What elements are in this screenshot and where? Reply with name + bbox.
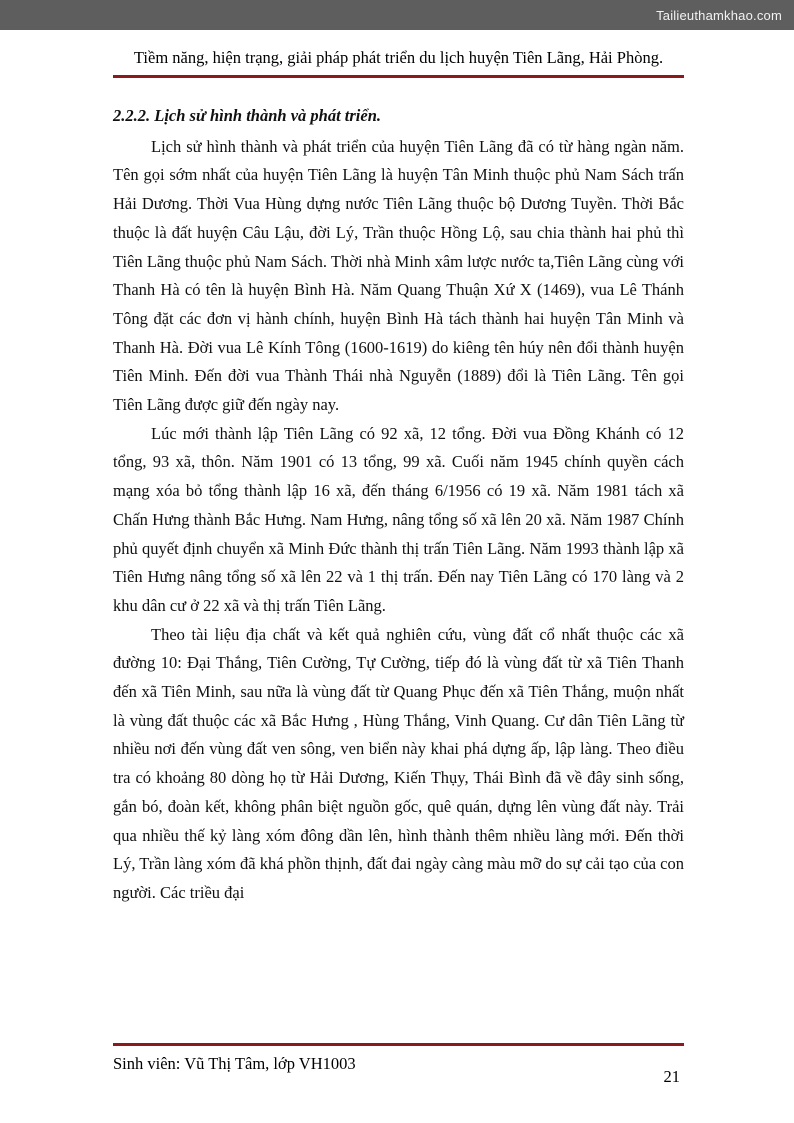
paragraph-history-origin: Lịch sử hình thành và phát triển của huyện Tiên Lãng đã có từ hàng ngàn năm. Tên gọi sớm nhất của huyện Tiên Lãng là huyện Tân Minh thuộc phủ Nam Sách trấn Hải Dương. Thời Vua Hùng dựng nước Tiên Lãng thuộc bộ Dương Tuyền. Thời Bắc thuộc là đất huyện Câu Lậu, đời Lý, Trần thuộc Hồng Lộ, sau chia thành hai phủ thì Tiên Lãng thuộc phủ Nam Sách. Thời nhà Minh xâm lược nước ta,Tiên Lãng cùng với Thanh Hà có tên là huyện Bình Hà. Năm Quang Thuận Xứ X (1469), vua Lê Thánh Tông đặt các đơn vị hành chính, huyện Bình Hà tách thành hai huyện Tân Minh và Thanh Hà. Đời vua Lê Kính Tông (1600-1619) do kiêng tên húy nên đổi thành huyện Tiên Minh. Đến đời vua Thành Thái nhà Nguyễn (1889) đổi là Tiên Lãng. Tên gọi Tiên Lãng được giữ đến ngày nay. <box>113 136 684 415</box>
page-number: 21 <box>663 1067 680 1086</box>
footer-author: Sinh viên: Vũ Thị Tâm, lớp VH1003 <box>113 1054 356 1073</box>
watermark-text: Tailieuthamkhao.com <box>656 7 782 23</box>
running-header-title: Tiềm năng, hiện trạng, giải pháp phát triển du lịch huyện Tiên Lãng, Hải Phòng. <box>133 48 664 67</box>
page-footer <box>113 1043 684 1086</box>
header-rule <box>113 75 684 78</box>
section-heading: 2.2.2. Lịch sử hình thành và phát triển. <box>113 106 381 125</box>
page-content <box>113 30 684 908</box>
paragraph-geology-settlement: Theo tài liệu địa chất và kết quả nghiên cứu, vùng đất cổ nhất thuộc các xã đường 10: Đại Thắng, Tiên Cường, Tự Cường, tiếp đó là vùng đất từ xã Tiên Thanh đến xã Tiên Minh, sau nữa là vùng đất từ Quang Phục đến xã Tiên Thắng, muộn nhất là vùng đất thuộc các xã Bắc Hưng , Hùng Thắng, Vinh Quang. Cư dân Tiên Lãng từ nhiều nơi đến vùng đất ven sông, ven biển này khai phá dựng ấp, lập làng. Theo điều tra có khoảng 80 dòng họ từ Hải Dương, Kiến Thụy, Thái Bình đã về đây sinh sống, gắn bó, đoàn kết, không phân biệt nguồn gốc, quê quán, dựng lên vùng đất này. Trải qua nhiều thế kỷ làng xóm đông dần lên, hình thành thêm nhiều làng mới. Đến thời Lý, Trần làng xóm đã khá phồn thịnh, đất đai ngày càng màu mỡ do sự cải tạo của con người. Các triều đại <box>113 624 684 902</box>
body-text <box>113 102 684 908</box>
paragraph-administrative-changes: Lúc mới thành lập Tiên Lãng có 92 xã, 12 tổng. Đời vua Đồng Khánh có 12 tổng, 93 xã, thôn. Năm 1901 có 13 tổng, 99 xã. Cuối năm 1945 chính quyền cách mạng xóa bỏ tổng thành lập 16 xã, đến tháng 6/1956 có 19 xã. Năm 1981 tách xã Chấn Hưng thành Bắc Hưng. Nam Hưng, nâng tổng số xã lên 20 xã. Năm 1987 Chính phủ quyết định chuyển xã Minh Đức thành thị trấn Tiên Lãng. Năm 1993 thành lập xã Tiên Hưng nâng tổng số xã lên 22 và 1 thị trấn. Đến nay Tiên Lãng có 170 làng và 2 khu dân cư ở 22 xã và thị trấn Tiên Lãng. <box>113 423 684 615</box>
watermark-bar <box>0 0 794 30</box>
footer-rule <box>113 1043 684 1046</box>
